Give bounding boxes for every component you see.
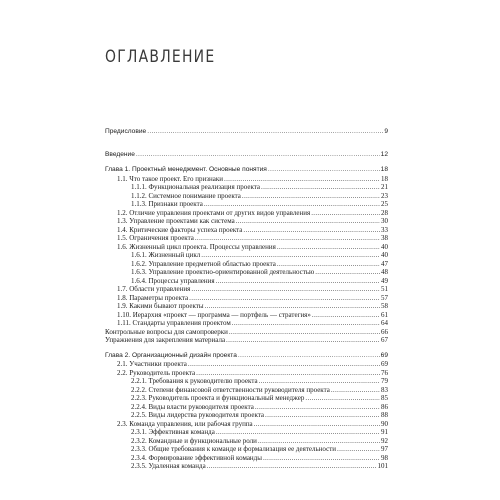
toc-entry-title: 1.1.3. Признаки проекта	[131, 200, 203, 208]
toc-entry-page: 23	[381, 191, 388, 200]
toc-entry[interactable]	[105, 260, 388, 269]
toc-dot-leader	[242, 192, 380, 201]
toc-entry-page: 76	[381, 368, 388, 377]
toc-gap	[105, 345, 388, 352]
toc-entry[interactable]	[105, 420, 388, 429]
toc-entry-title: 2.3. Команда управления, или рабочая группа	[117, 419, 253, 428]
toc-dot-leader	[188, 360, 380, 369]
toc-entry[interactable]	[105, 128, 388, 137]
toc-entry[interactable]	[105, 454, 388, 463]
toc-entry-page: 18	[380, 166, 388, 173]
toc-entry-title: Упражнения для закрепления материала	[105, 336, 226, 344]
toc-dot-leader	[258, 437, 380, 446]
toc-entry[interactable]	[105, 411, 388, 420]
toc-entry[interactable]	[105, 336, 388, 345]
toc-dot-leader	[243, 226, 380, 235]
toc-dot-leader	[232, 319, 380, 328]
toc-dot-leader	[259, 377, 380, 386]
toc-entry-page: 69	[381, 360, 388, 368]
toc-entry-page: 21	[381, 183, 388, 191]
toc-entry-page: 58	[381, 302, 388, 310]
toc-dot-leader	[236, 217, 380, 226]
toc-dot-leader	[238, 352, 380, 361]
toc-entry[interactable]	[105, 311, 388, 320]
toc-entry-title: 1.10. Иерархия «проект — программа — портфель — стратегия»	[117, 310, 311, 319]
toc-dot-leader	[147, 128, 383, 137]
toc-entry-page: 86	[381, 402, 388, 411]
toc-entry[interactable]	[105, 243, 388, 252]
toc-dot-leader	[277, 260, 380, 269]
toc-dot-leader	[204, 200, 380, 209]
toc-dot-leader	[226, 336, 380, 345]
toc-dot-leader	[254, 420, 380, 429]
toc-entry[interactable]	[105, 360, 388, 369]
toc-entry[interactable]	[105, 377, 388, 386]
toc-gap	[105, 137, 388, 144]
toc-entry[interactable]	[105, 175, 388, 184]
toc-entry[interactable]	[105, 200, 388, 209]
toc-entry-title: 2.2.1. Требования к руководителю проекта	[131, 377, 258, 385]
toc-dot-leader	[196, 369, 380, 378]
toc-entry-title: 2.1. Участники проекта	[117, 360, 187, 368]
toc-entry-page: 98	[381, 453, 388, 462]
toc-entry-page: 91	[381, 428, 388, 436]
toc-entry[interactable]	[105, 437, 388, 446]
toc-entry[interactable]	[105, 428, 388, 437]
toc-entry-title: 1.5. Ограничения проекта	[117, 234, 194, 242]
toc-entry-page: 57	[381, 293, 388, 302]
toc-entry-page: 69	[380, 351, 388, 359]
toc-entry-title: 1.1.1. Функциональная реализация проекта	[131, 183, 261, 191]
toc-entry-title: 2.2.5. Виды лидерства руководителя проекта	[131, 411, 265, 419]
toc-entry-page: 92	[381, 436, 388, 445]
toc-entry[interactable]	[105, 352, 388, 361]
toc-entry-title: 1.6.1. Жизненный цикл	[131, 251, 201, 259]
toc-entry-title: 1.8. Параметры проекта	[117, 293, 189, 302]
toc-entry-page: 61	[381, 310, 388, 319]
toc-dot-leader	[277, 243, 380, 252]
toc-dot-leader	[311, 209, 380, 218]
toc-dot-leader	[224, 175, 380, 184]
toc-entry-title: 2.3.3. Общие требования к команде и формализация ее деятельности	[131, 445, 337, 453]
toc-entry[interactable]	[105, 386, 388, 395]
toc-entry-title: 1.6.3. Управление проектно-ориентированной деятельностью	[131, 268, 315, 276]
toc-dot-leader	[315, 268, 380, 277]
toc-entry[interactable]	[105, 192, 388, 201]
toc-entry-title: 1.7. Области управления	[117, 285, 191, 293]
toc-entry[interactable]	[105, 328, 388, 337]
toc-entry-title: 1.9. Какими бывают проекты	[117, 302, 204, 310]
toc-entry[interactable]	[105, 302, 388, 311]
toc-dot-leader	[305, 394, 380, 403]
toc-entry-page: 97	[381, 445, 388, 453]
toc-entry[interactable]	[105, 234, 388, 243]
toc-entry-page: 64	[381, 319, 388, 327]
toc-entry-page: 47	[381, 259, 388, 268]
toc-entry-title: 1.1. Что такое проект. Его признаки	[117, 174, 224, 183]
toc-entry[interactable]	[105, 251, 388, 260]
toc-entry-page: 85	[381, 394, 388, 402]
toc-dot-leader	[261, 183, 380, 192]
toc-entry[interactable]	[105, 403, 388, 412]
toc-entry-page: 83	[381, 385, 388, 394]
toc-entry-title: 2.2. Руководитель проекта	[117, 368, 196, 377]
toc-entry-page: 18	[381, 174, 388, 183]
toc-entry-title: 1.4. Критические факторы успеха проекта	[117, 225, 243, 234]
toc-entry[interactable]	[105, 183, 388, 192]
toc-entry-page: 67	[381, 336, 388, 344]
toc-entry-page: 12	[380, 150, 388, 158]
toc-dot-leader	[312, 311, 380, 320]
toc-entry[interactable]	[105, 166, 388, 175]
toc-entry-page: 40	[381, 242, 388, 251]
toc-dot-leader	[265, 411, 380, 420]
toc-dot-leader	[216, 428, 380, 437]
toc-entry-title: 2.3.1. Эффективная команда	[131, 428, 215, 436]
toc-entry-title: 1.3. Управление проектами как система	[117, 217, 235, 225]
toc-entry-page: 28	[381, 208, 388, 217]
toc-entry-title: 2.2.3. Руководитель проекта и функциональный менеджер	[131, 394, 305, 402]
toc-entry-title: Предисловие	[105, 128, 147, 135]
toc-gap	[105, 159, 388, 166]
toc-entry[interactable]	[105, 277, 388, 286]
toc-entry-page: 25	[381, 200, 388, 208]
toc-entry-title: 1.2. Отличие управления проектами от других видов управления	[117, 208, 311, 217]
toc-dot-leader	[263, 454, 380, 463]
toc-entry[interactable]	[105, 226, 388, 235]
toc-entry-title: Контрольные вопросы для самопроверки	[105, 327, 228, 336]
toc-entry-title: 1.6.2. Управление предметной областью проекта	[131, 259, 276, 268]
toc-entry-title: 1.6. Жизненный цикл проекта. Процессы управления	[117, 242, 276, 251]
toc-entry[interactable]	[105, 217, 388, 226]
toc-entry-title: Введение	[105, 150, 135, 158]
toc-dot-leader	[216, 277, 380, 286]
toc-entry-title: 2.3.4. Формирование эффективной команды	[131, 453, 262, 462]
table-of-contents	[105, 128, 388, 471]
toc-entry-page: 40	[381, 251, 388, 259]
toc-entry-title: 2.2.4. Виды власти руководителя проекта	[131, 402, 254, 411]
toc-entry-page: 90	[381, 419, 388, 428]
toc-entry-title: 1.11. Стандарты управления проектом	[117, 319, 231, 327]
toc-entry-title: 2.3.2. Командные и функциональные роли	[131, 436, 257, 445]
toc-dot-leader	[191, 285, 380, 294]
toc-dot-leader	[337, 445, 380, 454]
page-heading: ОГЛАВЛЕНИЕ	[105, 47, 216, 67]
toc-entry[interactable]	[105, 369, 388, 378]
toc-entry[interactable]	[105, 285, 388, 294]
toc-entry[interactable]	[105, 319, 388, 328]
toc-entry-page: 88	[381, 411, 388, 419]
toc-entry[interactable]	[105, 209, 388, 218]
toc-entry[interactable]	[105, 394, 388, 403]
toc-entry-page: 33	[381, 225, 388, 234]
toc-dot-leader	[136, 151, 380, 160]
toc-entry-page: 51	[381, 285, 388, 293]
toc-entry-page: 66	[381, 327, 388, 336]
toc-gap	[105, 144, 388, 151]
toc-entry-title: 2.2.2. Степени финансовой ответственности руководителя проекта	[131, 385, 330, 394]
toc-entry-page: 48	[381, 268, 388, 276]
toc-entry[interactable]	[105, 268, 388, 277]
toc-entry-title: Глава 2. Организационный дизайн проекта	[105, 351, 237, 359]
toc-dot-leader	[205, 302, 380, 311]
toc-dot-leader	[189, 294, 380, 303]
toc-dot-leader	[207, 462, 377, 471]
toc-entry-page: 30	[381, 217, 388, 225]
toc-dot-leader	[201, 251, 380, 260]
toc-dot-leader	[255, 403, 380, 412]
toc-entry-page: 38	[381, 234, 388, 242]
toc-dot-leader	[229, 328, 380, 337]
toc-entry[interactable]	[105, 151, 388, 160]
toc-entry[interactable]	[105, 445, 388, 454]
toc-entry[interactable]	[105, 462, 388, 471]
toc-entry-title: 1.1.2. Системное понимание проекта	[131, 191, 241, 200]
toc-entry-page: 49	[381, 276, 388, 285]
toc-dot-leader	[331, 386, 380, 395]
toc-entry-page: 101	[377, 462, 388, 470]
toc-entry-title: 2.3.5. Удаленная команда	[131, 462, 206, 470]
toc-entry[interactable]	[105, 294, 388, 303]
toc-entry-title: 1.6.4. Процессы управления	[131, 276, 215, 285]
toc-dot-leader	[268, 166, 380, 175]
toc-dot-leader	[195, 234, 380, 243]
toc-entry-page: 9	[384, 128, 388, 135]
toc-entry-title: Глава 1. Проектный менеджмент. Основные понятия	[105, 166, 267, 173]
toc-entry-page: 79	[381, 377, 388, 385]
